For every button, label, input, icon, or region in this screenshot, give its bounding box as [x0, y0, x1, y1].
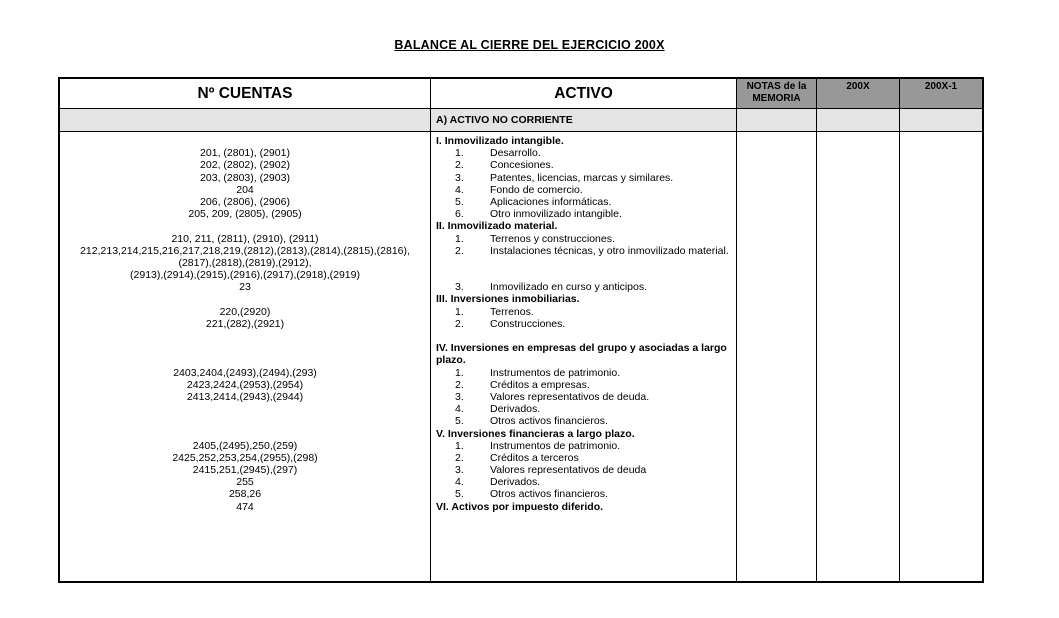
- activo-item-number: 2.: [455, 159, 464, 172]
- cuentas-line: 2403,2404,(2493),(2494),(293): [173, 366, 317, 379]
- blank-line: [60, 220, 430, 232]
- activo-item: [436, 379, 728, 391]
- activo-section-heading: III. Inversiones inmobiliarias.: [436, 293, 580, 306]
- activo-item-label: Aplicaciones informáticas.: [490, 195, 612, 208]
- activo-item-label: Otros activos financieros.: [490, 415, 608, 428]
- section-row: [60, 108, 982, 131]
- blank-line: [436, 269, 728, 281]
- cuentas-line: 2425,252,253,254,(2955),(298): [172, 451, 318, 464]
- activo-item-number: 1.: [455, 439, 464, 452]
- cuentas-line: 201, (2801), (2901): [200, 147, 290, 160]
- cuentas-line: 23: [239, 281, 251, 294]
- cuentas-line: 220,(2920): [219, 305, 271, 318]
- activo-section-heading: II. Inmovilizado material.: [436, 220, 558, 233]
- header-200x: 200X: [816, 79, 899, 108]
- activo-item-label: Derivados.: [490, 403, 541, 416]
- activo-item-label: Terrenos.: [490, 305, 534, 318]
- activo-item-label: Inmovilizado en curso y anticipos.: [490, 281, 647, 294]
- activo-item: [436, 245, 728, 257]
- header-num-cuentas: Nº CUENTAS: [197, 84, 293, 102]
- activo-item-label: Patentes, licencias, marcas y similares.: [490, 171, 674, 184]
- activo-section-heading: I. Inmovilizado intangible.: [436, 135, 564, 147]
- activo-item: [436, 415, 728, 427]
- activo-item-label: Instalaciones técnicas, y otro inmovilizado material.: [490, 244, 729, 257]
- activo-item-label: Otro inmovilizado intangible.: [490, 208, 622, 221]
- activo-item-label: Otros activos financieros.: [490, 488, 608, 501]
- cuentas-line: 2423,2424,(2953),(2954): [186, 378, 304, 391]
- activo-item: [436, 367, 728, 379]
- cuentas-line: (2913),(2914),(2915),(2916),(2917),(2918),(2919): [130, 269, 360, 282]
- cuentas-line: 210, 211, (2811), (2910), (2911): [171, 232, 319, 245]
- activo-item-number: 4.: [455, 403, 464, 416]
- cuentas-line: 202, (2802), (2902): [200, 159, 290, 172]
- activo-item-number: 2.: [455, 244, 464, 257]
- activo-item-number: 1.: [455, 366, 464, 379]
- activo-item-label: Créditos a empresas.: [490, 378, 590, 391]
- activo-item-number: 1.: [455, 147, 464, 160]
- activo-item-label: Derivados.: [490, 476, 541, 489]
- activo-item-number: 5.: [455, 488, 464, 501]
- blank-line: [60, 330, 430, 342]
- cuentas-line: 255: [236, 476, 254, 489]
- activo-item: [436, 403, 728, 415]
- cuentas-line: 2413,2414,(2943),(2944): [186, 390, 304, 403]
- table-body-row: [60, 131, 982, 581]
- activo-item: [436, 159, 728, 171]
- activo-item: [436, 233, 728, 245]
- cuentas-cell: [60, 132, 430, 581]
- blank-line: [60, 135, 430, 147]
- activo-item-label: Construcciones.: [490, 317, 566, 330]
- activo-item: [436, 318, 728, 330]
- activo-item-number: 2.: [455, 451, 464, 464]
- activo-item-label: Terrenos y construcciones.: [490, 232, 615, 245]
- cuentas-line: 205, 209, (2805), (2905): [188, 208, 302, 221]
- activo-item: [436, 196, 728, 208]
- activo-item-label: Valores representativos de deuda.: [490, 390, 650, 403]
- activo-item: [436, 172, 728, 184]
- activo-item: [436, 440, 728, 452]
- section-cuentas-cell: [60, 109, 430, 131]
- activo-item: [436, 391, 728, 403]
- activo-item: [436, 281, 728, 293]
- notas-memoria-cell: [736, 132, 816, 581]
- section-activo-no-corriente-label: A) ACTIVO NO CORRIENTE: [430, 109, 736, 131]
- balance-table: [58, 77, 984, 583]
- activo-item: [436, 488, 728, 500]
- activo-item-label: Instrumentos de patrimonio.: [490, 366, 621, 379]
- cuentas-line: 258,26: [228, 488, 262, 501]
- activo-item: [436, 184, 728, 196]
- activo-item-number: 5.: [455, 195, 464, 208]
- cuentas-line: 204: [236, 183, 254, 196]
- blank-line: [60, 403, 430, 415]
- activo-item: [436, 476, 728, 488]
- cuentas-line: 2405,(2495),250,(259): [192, 439, 298, 452]
- table-header-row: [60, 79, 982, 108]
- activo-item-number: 5.: [455, 415, 464, 428]
- activo-item-number: 4.: [455, 183, 464, 196]
- section-200x-cell: [816, 109, 899, 131]
- activo-item-number: 3.: [455, 281, 464, 294]
- cuentas-line: 2415,251,(2945),(297): [192, 464, 298, 477]
- activo-section-heading: V. Inversiones financieras a largo plazo.: [436, 427, 635, 440]
- cuentas-line: 474: [236, 500, 254, 513]
- activo-item: [436, 464, 728, 476]
- 200x-cell: [816, 132, 899, 581]
- cuentas-line: (2817),(2818),(2819),(2912),: [178, 256, 312, 269]
- activo-section-heading: VI. Activos por impuesto diferido.: [436, 500, 604, 513]
- activo-item-label: Concesiones.: [490, 159, 554, 172]
- activo-item-label: Desarrollo.: [490, 147, 541, 160]
- activo-item: [436, 452, 728, 464]
- header-activo: ACTIVO: [430, 79, 736, 108]
- activo-item: [436, 147, 728, 159]
- activo-item: [436, 306, 728, 318]
- activo-item-number: 2.: [455, 317, 464, 330]
- activo-item-number: 3.: [455, 390, 464, 403]
- activo-item-number: 1.: [455, 305, 464, 318]
- 200x-1-cell: [899, 132, 982, 581]
- activo-item-label: Créditos a terceros: [490, 451, 579, 464]
- activo-item: [436, 208, 728, 220]
- cuentas-line: 206, (2806), (2906): [200, 195, 290, 208]
- header-notas-memoria: NOTAS de la MEMORIA: [736, 79, 816, 108]
- section-200x-1-cell: [899, 109, 982, 131]
- activo-cell: [430, 132, 736, 581]
- activo-item-label: Fondo de comercio.: [490, 183, 583, 196]
- cuentas-line: 221,(282),(2921): [205, 317, 285, 330]
- activo-item-number: 3.: [455, 171, 464, 184]
- header-200x-1: 200X-1: [899, 79, 982, 108]
- cuentas-line: 212,213,214,215,216,217,218,219,(2812),(2813),(2814),(2815),(2816),: [80, 244, 410, 257]
- blank-line: [436, 257, 728, 269]
- activo-item-number: 4.: [455, 476, 464, 489]
- activo-item-number: 3.: [455, 464, 464, 477]
- section-notas-cell: [736, 109, 816, 131]
- blank-line: [60, 428, 430, 440]
- blank-line: [436, 330, 728, 342]
- activo-item-number: 1.: [455, 232, 464, 245]
- blank-line: [60, 354, 430, 366]
- blank-line: [60, 293, 430, 305]
- blank-line: [60, 342, 430, 354]
- activo-item-label: Valores representativos de deuda: [490, 464, 647, 477]
- activo-item-number: 6.: [455, 208, 464, 221]
- document-title: BALANCE AL CIERRE DEL EJERCICIO 200X: [394, 38, 665, 52]
- cuentas-line: 203, (2803), (2903): [200, 171, 290, 184]
- blank-line: [60, 415, 430, 427]
- activo-item-label: Instrumentos de patrimonio.: [490, 439, 621, 452]
- activo-section-heading: IV. Inversiones en empresas del grupo y asociadas a largo plazo.: [436, 342, 727, 367]
- activo-item-number: 2.: [455, 378, 464, 391]
